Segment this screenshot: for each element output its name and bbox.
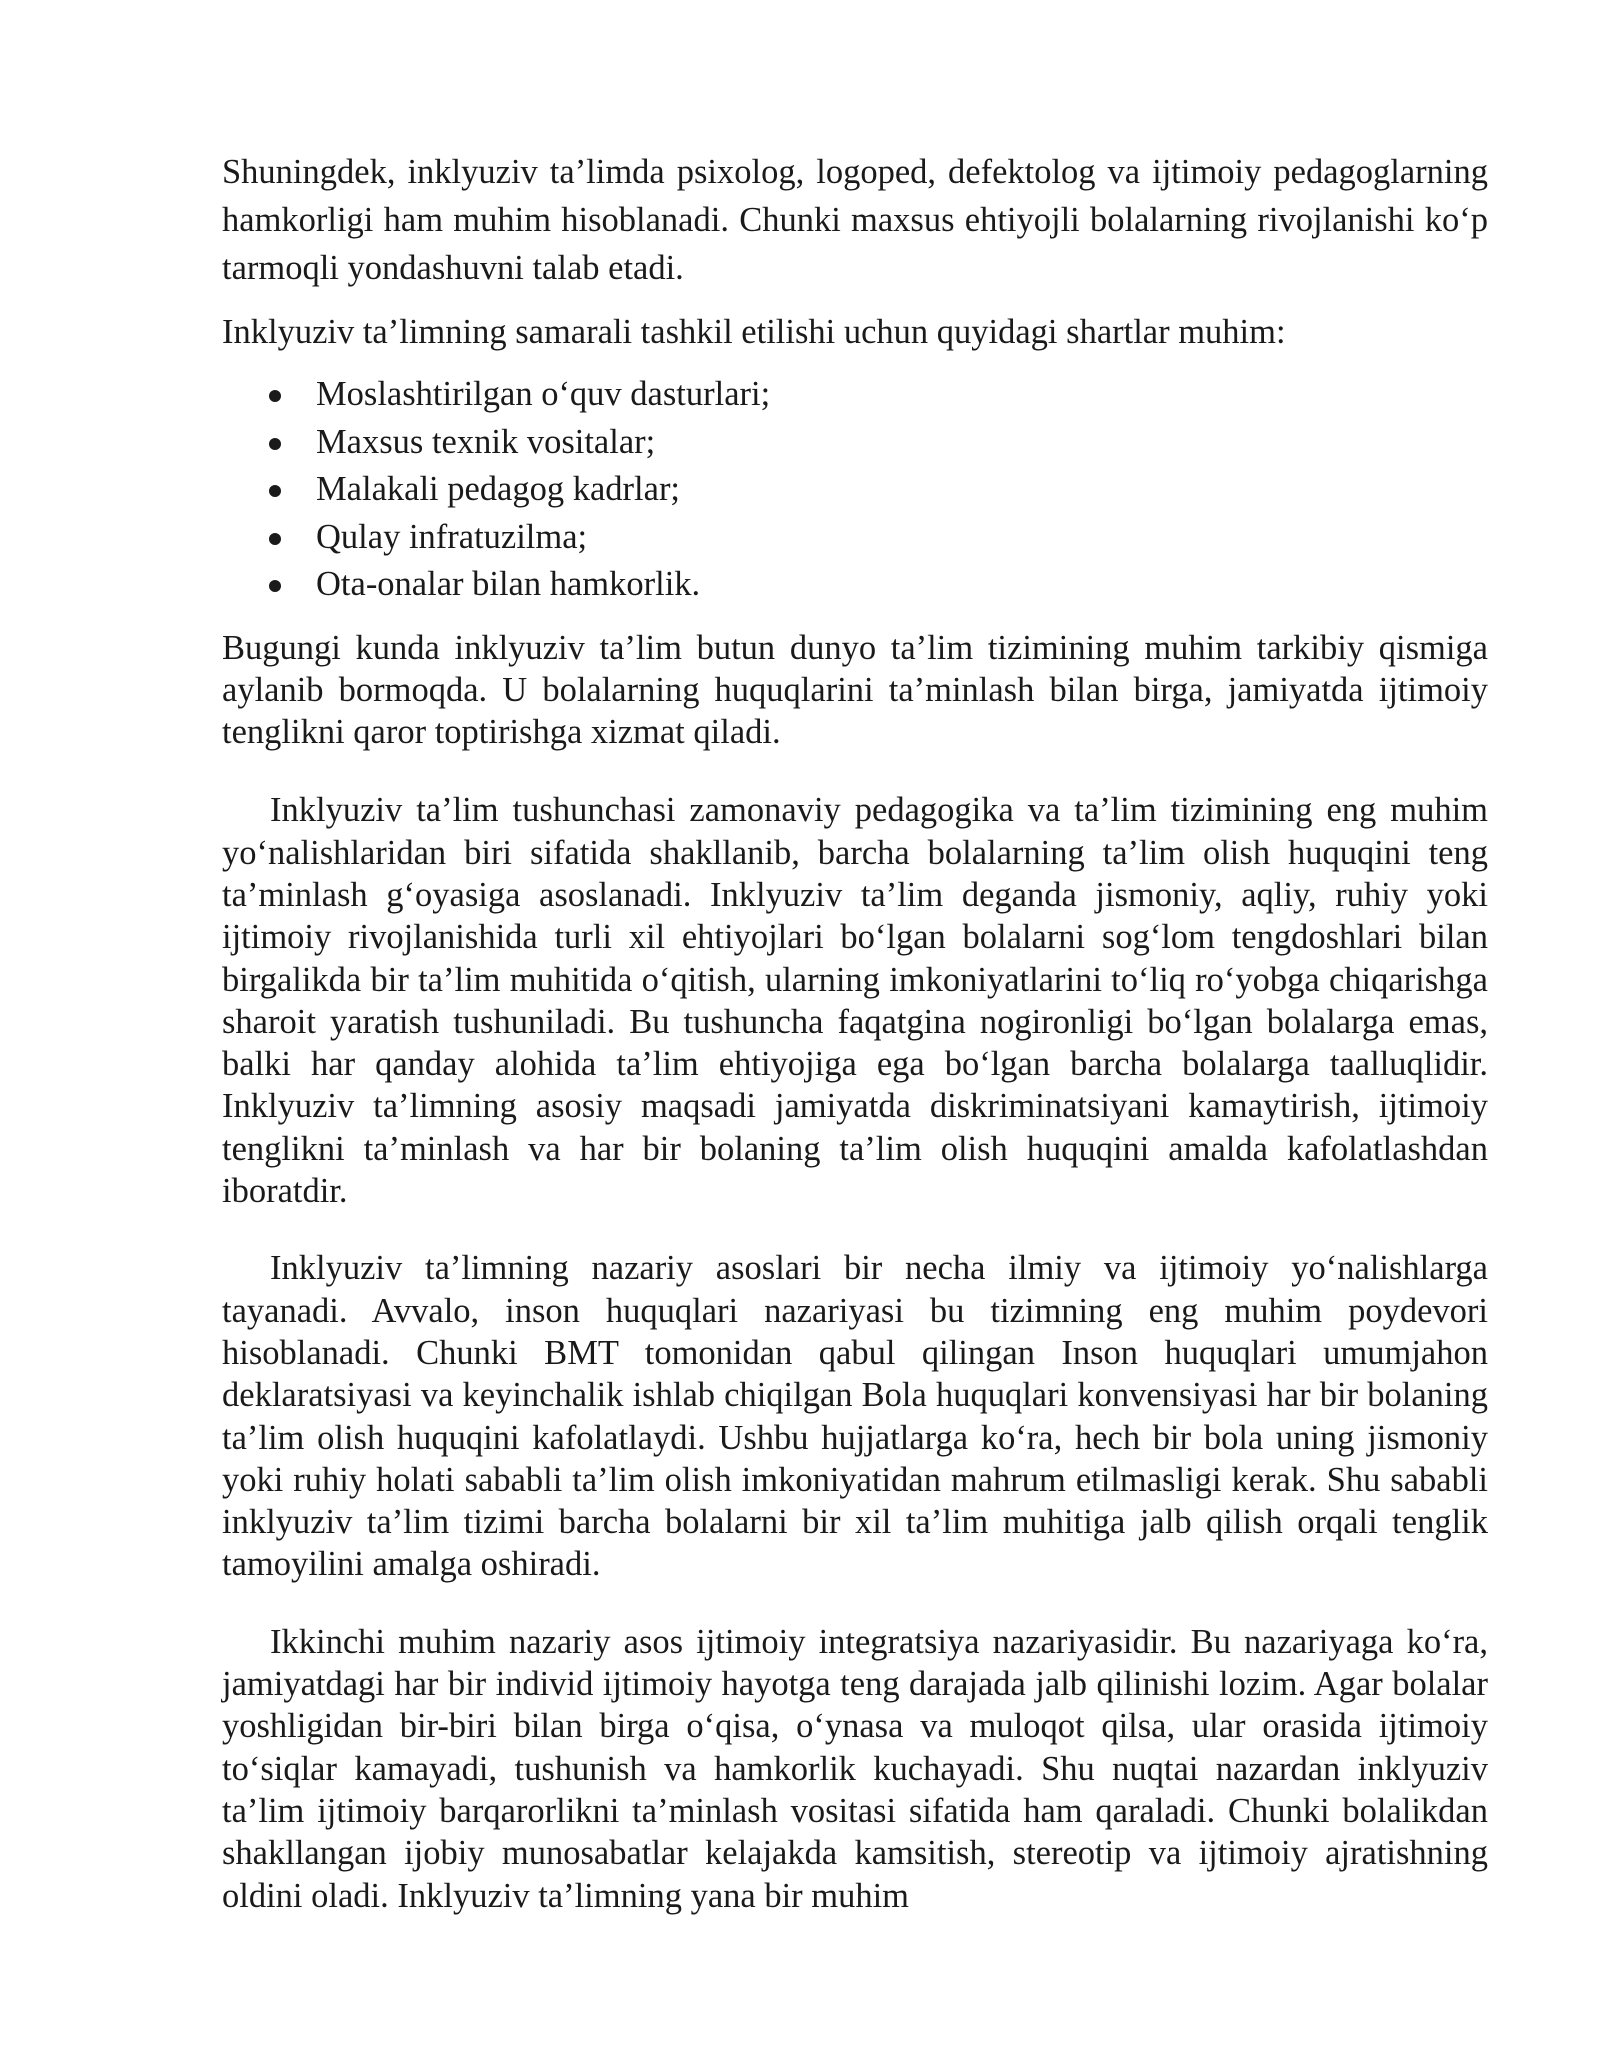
list-item bbox=[222, 561, 1488, 609]
conditions-list bbox=[222, 371, 1488, 609]
list-item-text: Malakali pedagog kadrlar; bbox=[316, 470, 681, 508]
list-item bbox=[222, 371, 1488, 419]
list-item-text: Qulay infratuzilma; bbox=[316, 517, 588, 556]
paragraph-concept-definition: Inklyuziv ta’lim tushunchasi zamonaviy pedagogika va ta’lim tizimining eng muhim yo‘nalishlaridan biri sifatida shakllanib, barcha bolalarning ta’lim olish huquqini teng ta’minlash g‘oyasiga asoslanadi. Inklyuziv ta’lim deganda jismoniy, aqliy, ruhiy yoki ijtimoiy rivojlanishida turli xil ehtiyojlari bo‘lgan bolalarni sog‘lom tengdoshlari bilan birgalikda bir ta’lim muhitida o‘qitish, ularning imkoniyatlarini to‘liq ro‘yobga chiqarishga sharoit yaratish tushuniladi. Bu tushuncha faqatgina nogironligi bo‘lgan bolalarga emas, balki har qanday alohida ta’lim ehtiyojiga ega bo‘lgan barcha bolalarga taalluqlidir. Inklyuziv ta’limning asosiy maqsadi jamiyatda diskriminatsiyani kamaytirish, ijtimoiy tenglikni ta’minlash va har bir bolaning ta’lim olish huquqini amalda kafolatlashdan iboratdir. bbox=[222, 791, 1488, 1211]
list-item bbox=[222, 419, 1488, 467]
list-intro: Inklyuziv ta’limning samarali tashkil etilishi uchun quyidagi shartlar muhim: bbox=[222, 313, 1286, 351]
document-page bbox=[222, 148, 1488, 1917]
list-item bbox=[222, 466, 1488, 514]
paragraph-social-integration: Ikkinchi muhim nazariy asos ijtimoiy integratsiya nazariyasidir. Bu nazariyaga ko‘ra, jamiyatdagi har bir individ ijtimoiy hayotga teng darajada jalb qilinishi lozim. Agar bolalar yoshligidan bir-biri bilan birga o‘qisa, o‘ynasa va muloqot qilsa, ular orasida ijtimoiy to‘siqlar kamayadi, tushunish va hamkorlik kuchayadi. Shu nuqtai nazardan inklyuziv ta’lim ijtimoiy barqarorlikni ta’minlash vositasi sifatida ham qaraladi. Chunki bolalikdan shakllangan ijobiy munosabatlar kelajakda kamsitish, stereotip va ijtimoiy ajratishning oldini oladi. Inklyuziv ta’limning yana bir muhim bbox=[222, 1622, 1488, 1915]
bullet-icon bbox=[269, 580, 281, 592]
paragraph-global-importance: Bugungi kunda inklyuziv ta’lim butun dunyo ta’lim tizimining muhim tarkibiy qismiga aylanib bormoqda. U bolalarning huquqlarini ta’minlash bilan birga, jamiyatda ijtimoiy tenglikni qaror toptirishga xizmat qiladi. bbox=[222, 628, 1488, 752]
paragraph-specialists-cooperation: Shuningdek, inklyuziv ta’limda psixolog, logoped, defektolog va ijtimoiy pedagoglarning hamkorligi ham muhim hisoblanadi. Chunki maxsus ehtiyojli bolalarning rivojlanishi ko‘p tarmoqli yondashuvni talab etadi. bbox=[222, 153, 1488, 287]
bullet-icon bbox=[269, 533, 281, 545]
list-item-text: Ota-onalar bilan hamkorlik. bbox=[316, 565, 701, 603]
list-item bbox=[222, 514, 1488, 562]
paragraph-theoretical-foundations: Inklyuziv ta’limning nazariy asoslari bir necha ilmiy va ijtimoiy yo‘nalishlarga tayanadi. Avvalo, inson huquqlari nazariyasi bu tizimning eng muhim poydevori hisoblanadi. Chunki BMT tomonidan qabul qilingan Inson huquqlari umumjahon deklaratsiyasi va keyinchalik ishlab chiqilgan Bola huquqlari konvensiyasi har bir bolaning ta’lim olish huquqini kafolatlaydi. Ushbu hujjatlarga ko‘ra, hech bir bola uning jismoniy yoki ruhiy holati sababli ta’lim olish imkoniyatidan mahrum etilmasligi kerak. Shu sababli inklyuziv ta’lim tizimi barcha bolalarni bir xil ta’lim muhitiga jalb qilish orqali tenglik tamoyilini amalga oshiradi. bbox=[222, 1249, 1488, 1584]
list-item-text: Maxsus texnik vositalar; bbox=[316, 422, 656, 461]
bullet-icon bbox=[269, 438, 281, 450]
bullet-icon bbox=[269, 485, 281, 497]
list-item-text: Moslashtirilgan o‘quv dasturlari; bbox=[316, 375, 771, 413]
bullet-icon bbox=[269, 390, 281, 402]
